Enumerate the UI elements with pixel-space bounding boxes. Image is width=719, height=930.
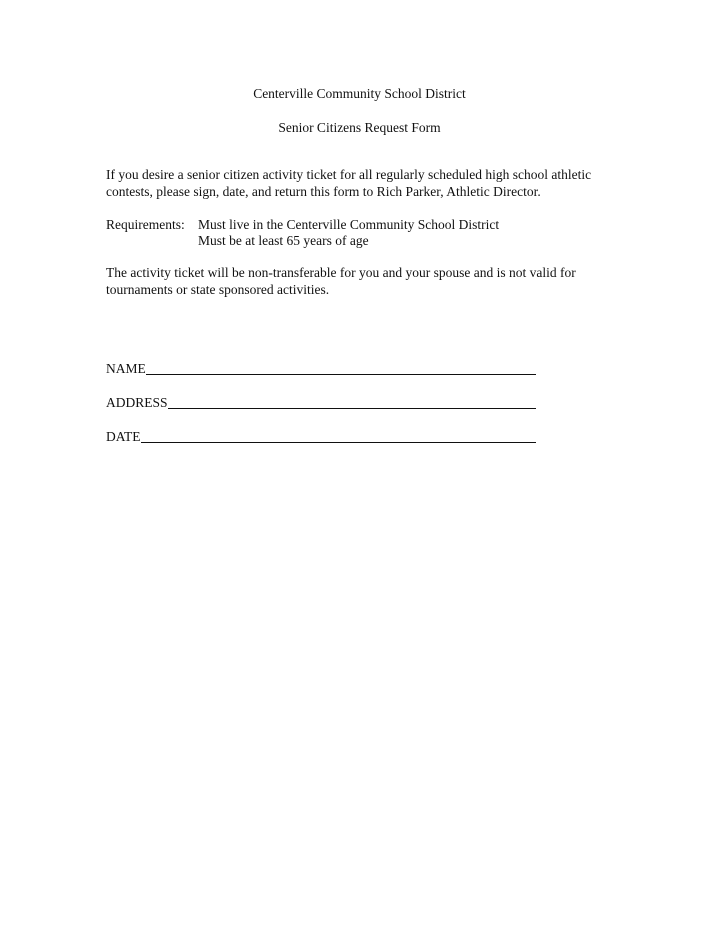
requirements-label: Requirements: — [106, 217, 185, 232]
notice-paragraph — [106, 264, 626, 298]
name-label: NAME — [106, 361, 146, 376]
intro-line-2: contests, please sign, date, and return this form to Rich Parker, Athletic Director. — [106, 184, 541, 199]
requirement-item-1: Must live in the Centerville Community School District — [198, 217, 500, 232]
notice-line-1: The activity ticket will be non-transferable for you and your spouse and is not valid for — [106, 265, 576, 280]
date-input-line[interactable] — [141, 428, 537, 443]
address-input-line[interactable] — [168, 394, 536, 409]
requirements-row — [106, 216, 499, 233]
notice-line-2: tournaments or state sponsored activities. — [106, 282, 330, 297]
address-label: ADDRESS — [106, 395, 168, 410]
address-field[interactable] — [106, 393, 536, 411]
name-field[interactable] — [106, 359, 536, 377]
requirement-item-2: Must be at least 65 years of age — [198, 233, 369, 248]
date-label: DATE — [106, 429, 141, 444]
name-input-line[interactable] — [146, 360, 536, 375]
form-title: Senior Citizens Request Form — [278, 120, 441, 135]
intro-line-1: If you desire a senior citizen activity ticket for all regularly scheduled high school athletic — [106, 167, 592, 182]
date-field[interactable] — [106, 427, 536, 445]
intro-paragraph — [106, 166, 626, 200]
district-title: Centerville Community School District — [253, 86, 466, 101]
